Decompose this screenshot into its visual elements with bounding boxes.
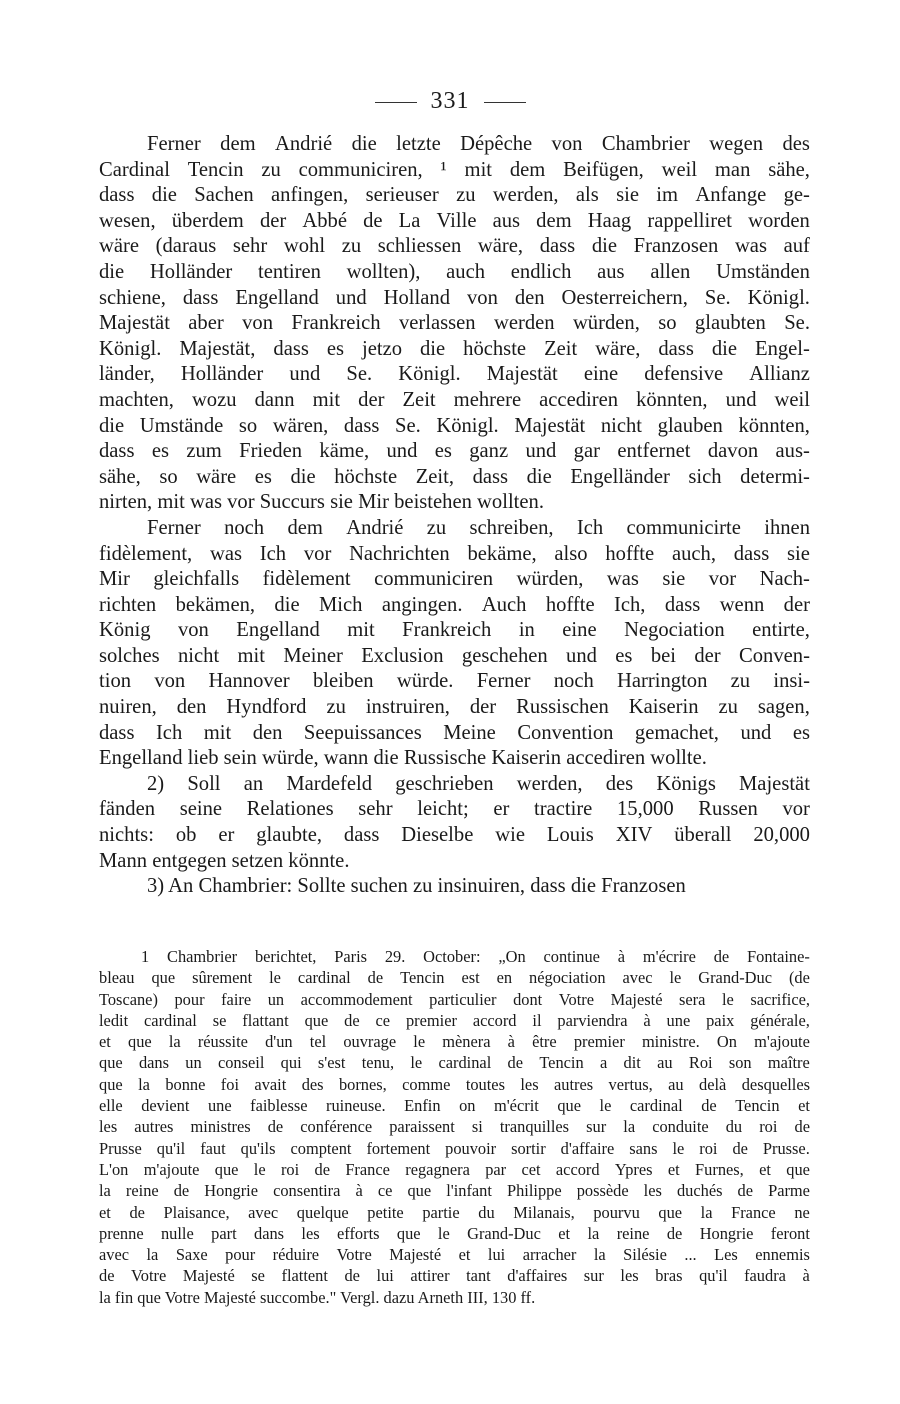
body-line: Mann entgegen setzen könnte.: [99, 849, 350, 872]
body-line: wäre (daraus sehr wohl zu schliessen wäre, dass die Franzosen was auf: [99, 235, 810, 258]
footnote-line: Toscane) pour faire un accommodement particulier dont Votre Majesté sera le sacrifice,: [99, 989, 810, 1009]
body-line: König von Engelland mit Frankreich in eine Negociation entirte,: [99, 619, 810, 642]
footnote-line: de Votre Majesté se flattent de lui attirer tant d'affaires sur les bras qu'il faudra à: [99, 1266, 810, 1286]
page-number: 331: [430, 88, 470, 114]
body-line: nichts: ob er glaubte, dass Dieselbe wie Louis XIV überall 20,000: [99, 824, 810, 847]
footnote-line: ledit cardinal se flattant que de ce premier accord il parviendra à une paix générale,: [99, 1010, 810, 1030]
body-line: fidèlement, was Ich vor Nachrichten bekäme, also hoffte auch, dass sie: [99, 542, 810, 565]
footnote-line: Prusse qu'il faut qu'ils comptent fortement pouvoir sortir d'affaire sans le roi de Prusse.: [99, 1138, 810, 1158]
footnote-line: avec la Saxe pour réduire Votre Majesté et lui arracher la Silésie ... Les ennemis: [99, 1245, 810, 1265]
footnote: [99, 946, 810, 1308]
footnote-line: les autres ministres de conférence paraissent si tranquilles sur la conduite du roi de: [99, 1117, 810, 1137]
footnote-line: la fin que Votre Majesté succombe." Vergl. dazu Arneth III, 130 ff.: [99, 1287, 536, 1307]
footnote-line: bleau que sûrement le cardinal de Tencin est en négociation avec le Grand-Duc (de: [99, 968, 810, 988]
body-line: nuiren, den Hyndford zu instruiren, der Russischen Kaiserin zu sagen,: [99, 696, 810, 719]
body-line: 2) Soll an Mardefeld geschrieben werden, des Königs Majestät: [147, 772, 810, 795]
footnote-line: prenne nulle part dans les efforts que le Grand-Duc et la reine de Hongrie feront: [99, 1223, 810, 1243]
body-line: dass die Sachen anfingen, serieuser zu werden, als sie im Anfange ge-: [99, 184, 810, 207]
body-text: [99, 132, 810, 900]
body-line: richten bekämen, die Mich angingen. Auch hoffte Ich, dass wenn der: [99, 593, 810, 616]
body-line: die Umstände so wären, dass Se. Königl. Majestät nicht glauben könnten,: [99, 414, 810, 437]
body-line: nirten, mit was vor Succurs sie Mir beistehen wollten.: [99, 491, 544, 514]
body-line: machten, wozu dann mit der Zeit mehrere accediren könnten, und weil: [99, 388, 810, 411]
body-line: fänden seine Relationes sehr leicht; er tractire 15,000 Russen vor: [99, 798, 810, 821]
header-rule-left: [375, 102, 417, 103]
body-line: 3) An Chambrier: Sollte suchen zu insinuiren, dass die Franzosen: [147, 875, 686, 898]
body-line: Cardinal Tencin zu communiciren, ¹ mit dem Beifügen, weil man sähe,: [99, 158, 810, 181]
body-line: wesen, überdem der Abbé de La Ville aus dem Haag rappelliret worden: [99, 209, 810, 232]
footnote-line: et de Plaisance, avec quelque petite partie du Milanais, pourvu que la France ne: [99, 1202, 810, 1222]
body-line: dass es zum Frieden käme, und es ganz und gar entfernet davon aus-: [99, 440, 810, 463]
footnote-line: elle devient une faiblesse ruineuse. Enfin on m'écrit que le cardinal de Tencin et: [99, 1096, 810, 1116]
body-line: solches nicht mit Meiner Exclusion geschehen und es bei der Conven-: [99, 644, 810, 667]
body-line: schiene, dass Engelland und Holland von den Oesterreichern, Se. Königl.: [99, 286, 810, 309]
body-line: Königl. Majestät, dass es jetzo die höchste Zeit wäre, dass die Engel-: [99, 337, 810, 360]
body-line: Ferner dem Andrié die letzte Dépêche von Chambrier wegen des: [147, 133, 810, 155]
body-line: Majestät aber von Frankreich verlassen werden würden, so glaubten Se.: [99, 312, 810, 335]
header-rule-right: [484, 102, 526, 103]
footnote-line: 1 Chambrier berichtet, Paris 29. October: „On continue à m'écrire de Fontaine-: [141, 947, 810, 966]
footnote-line: que la bonne foi avait des bornes, comme toutes les autres vertus, au delà desquelles: [99, 1074, 810, 1094]
body-line: länder, Holländer und Se. Königl. Majestät eine defensive Allianz: [99, 363, 810, 386]
footnote-line: que dans un conseil qui s'est tenu, le cardinal de Tencin a dit au Roi son maître: [99, 1053, 810, 1073]
body-line: die Holländer tentiren wollten), auch endlich aus allen Umständen: [99, 260, 810, 283]
body-line: dass Ich mit den Seepuissances Meine Convention gemachet, und es: [99, 721, 810, 744]
body-line: sähe, so wäre es die höchste Zeit, dass die Engelländer sich determi-: [99, 465, 810, 488]
footnote-line: la reine de Hongrie consentira à ce que l'infant Philippe possède les duchés de Parme: [99, 1181, 810, 1201]
footnote-line: et que la réussite d'un tel ouvrage le mènera à être premier ministre. On m'ajoute: [99, 1032, 810, 1052]
body-line: Ferner noch dem Andrié zu schreiben, Ich communicirte ihnen: [147, 516, 810, 539]
footnote-line: L'on m'ajoute que le roi de France regagnera par cet accord Ypres et Furnes, et que: [99, 1159, 810, 1179]
body-line: Mir gleichfalls fidèlement communiciren würden, was sie vor Nach-: [99, 568, 810, 591]
page-header: [0, 88, 900, 115]
body-line: Engelland lieb sein würde, wann die Russische Kaiserin accediren wollte.: [99, 747, 707, 770]
body-line: tion von Hannover bleiben würde. Ferner noch Harrington zu insi-: [99, 670, 810, 693]
